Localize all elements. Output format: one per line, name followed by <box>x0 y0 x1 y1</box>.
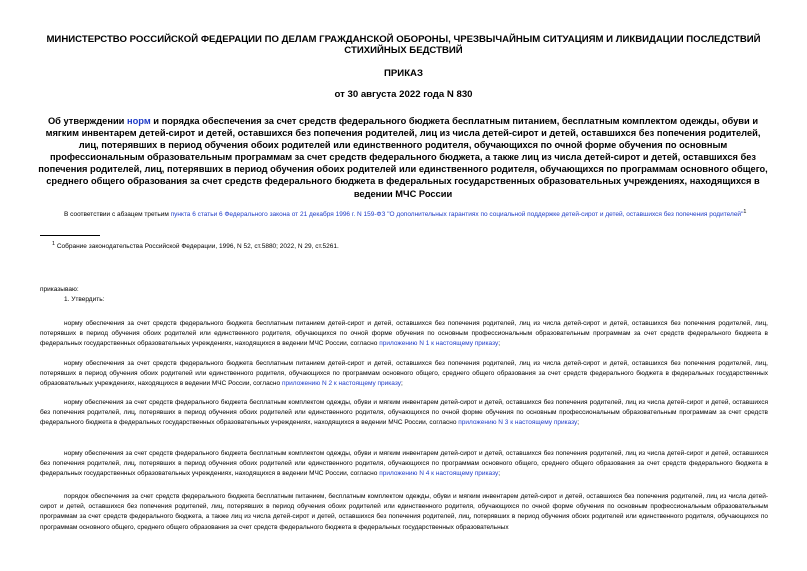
preamble-footnote-mark[interactable]: 1 <box>743 209 747 215</box>
order-item-1: 1. Утвердить: <box>64 296 105 303</box>
preamble-paragraph <box>40 207 768 220</box>
paragraph-text: норму обеспечения за счет средств федерального бюджета бесплатным питанием детей-сирот и детей, оставшихся без попечения родителей, лиц из числа детей-сирот и детей, оставшихся без попечения родителей, лиц, потерявших в период обучения обоих родителей или единственного родителя, обучающихся по программам основного общего, среднего общего образования за счет средств федерального бюджета в федеральных государственных образовательных учреждениях, находящихся в ведении МЧС России, согласно <box>40 360 768 388</box>
title-norms-link[interactable]: норм <box>126 116 151 126</box>
footnote-mark: 1 <box>52 241 56 247</box>
paragraph-end: ; <box>498 340 501 348</box>
ministry-name: МИНИСТЕРСТВО РОССИЙСКОЙ ФЕДЕРАЦИИ ПО ДЕЛАМ ГРАЖДАНСКОЙ ОБОРОНЫ, ЧРЕЗВЫЧАЙНЫМ СИТУАЦИЯМ И ЛИКВИДАЦИИ ПОСЛЕДСТВИЙ СТИХИЙНЫХ БЕДСТВИЙ <box>46 34 761 56</box>
paragraph-end: ; <box>401 380 403 388</box>
appendix-1-link[interactable]: приложению N 1 к настоящему приказу <box>379 340 499 348</box>
paragraph-end: ; <box>498 470 501 478</box>
document-type: ПРИКАЗ <box>384 68 423 79</box>
title-prefix: Об утверждении <box>47 116 125 126</box>
document-title <box>36 115 770 200</box>
order-verb: приказываю: <box>40 286 79 293</box>
appendix-2-link[interactable]: приложению N 2 к настоящему приказу <box>281 380 401 388</box>
preamble-text: В соответствии с абзацем третьим <box>64 211 171 219</box>
appendix-4-link[interactable]: приложению N 4 к настоящему приказу <box>379 470 499 478</box>
document-date-number: от 30 августа 2022 года N 830 <box>334 89 473 100</box>
footnote-text: Собрание законодательства Российской Федерации, 1996, N 52, ст.5880; 2022, N 29, ст.5261. <box>55 243 339 251</box>
paragraph-end: ; <box>577 419 580 427</box>
paragraph-text: порядок обеспечения за счет средств федерального бюджета бесплатным питанием, бесплатным комплектом одежды, обуви и мягким инвентарем детей-сирот и детей, оставшихся без попечения родителей, лиц из числа детей-сирот и детей, оставшихся без попечения родителей, лиц, потерявших в период обучения обоих родителей или единственного родителя, обучающихся по очной форме обучения по основным профессиональным образовательным программам за счет средств федерального бюджета, а также лиц из числа детей-сирот и детей, оставшихся без попечения родителей, лиц, потерявших в период обучения обоих родителей или единственного родителя, обучающихся по программам основного общего, среднего общего образования за счет средств федерального бюджета в федеральных государственных образовательных <box>40 493 768 531</box>
footnote-divider <box>40 235 100 236</box>
appendix-3-link[interactable]: приложению N 3 к настоящему приказу <box>458 419 578 427</box>
paragraph-norm-3 <box>40 398 768 429</box>
paragraph-norm-1 <box>40 319 768 350</box>
paragraph-text: норму обеспечения за счет средств федерального бюджета бесплатным комплектом одежды, обуви и мягким инвентарем детей-сирот и детей, оставшихся без попечения родителей, лиц из числа детей-сирот и детей, оставшихся без попечения родителей, лиц, потерявших в период обучения обоих родителей или единственного родителя, обучающихся по программам основного общего, среднего общего образования за счет средств федерального бюджета в федеральных государственных образовательных учреждениях, находящихся в ведении МЧС России, согласно <box>40 450 768 478</box>
title-rest: и порядка обеспечения за счет средств федерального бюджета бесплатным питанием, бесплатным комплектом одежды, обуви и мягким инвентарем детей-сирот и детей, оставшихся без попечения родителей, лиц из числа детей-сирот и детей, оставшихся без попечения родителей, лиц, потерявших в период обучения обоих родителей или единственного родителя, обучающихся по очной форме обучения по основным профессиональным образовательным программам за счет средств федерального бюджета, а также лиц из числа детей-сирот и детей, оставшихся без попечения родителей, лиц, потерявших в период обучения обоих родителей или единственного родителя, обучающихся по программам основного общего, среднего общего образования за счет средств федерального бюджета в федеральных государственных образовательных учреждениях, находящихся в ведении МЧС России <box>38 116 768 199</box>
footnote <box>52 241 339 250</box>
paragraph-norm-4 <box>40 449 768 480</box>
paragraph-norm-2 <box>40 359 768 390</box>
paragraph-text: норму обеспечения за счет средств федерального бюджета бесплатным питанием детей-сирот и детей, оставшихся без попечения родителей, лиц из числа детей-сирот и детей, оставшихся без попечения родителей, лиц, потерявших в период обучения обоих родителей или единственного родителя, обучающихся по очной форме обучения по основным профессиональным образовательным программам за счет средств федерального бюджета в федеральных государственных образовательных учреждениях, находящихся в ведении МЧС России, согласно <box>40 320 768 348</box>
paragraph-procedure <box>40 492 768 533</box>
paragraph-text: норму обеспечения за счет средств федерального бюджета бесплатным комплектом одежды, обуви и мягким инвентарем детей-сирот и детей, оставшихся без попечения родителей, лиц из числа детей-сирот и детей, оставшихся без попечения родителей, лиц, потерявших в период обучения обоих родителей или единственного родителя, обучающихся по очной форме обучения по основным профессиональным образовательным программам за счет средств федерального бюджета в федеральных государственных образовательных учреждениях, находящихся в ведении МЧС России, согласно <box>40 399 768 427</box>
preamble-law-link[interactable]: пункта 6 статьи 6 Федерального закона от 21 декабря 1996 г. N 159-ФЗ "О дополнительных гарантиях по социальной поддержке детей-сирот и детей, оставшихся без попечения родителей" <box>170 211 744 219</box>
